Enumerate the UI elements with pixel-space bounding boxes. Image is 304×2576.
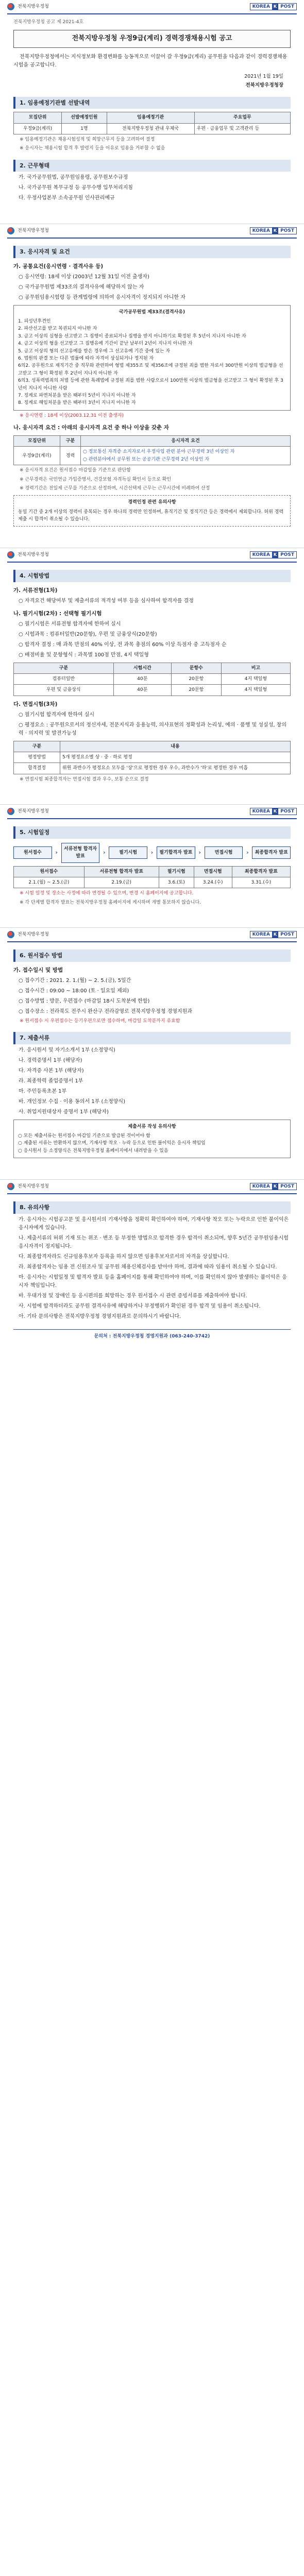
table-row <box>14 447 291 465</box>
box-item: ○ 모든 제출서류는 원서접수 마감일 기준으로 발급된 것이어야 함 <box>18 1133 150 1139</box>
org-logo <box>7 931 49 938</box>
list-item: ○ 접수방법 : 방문, 우편접수 (마감일 18시 도착분에 한함) <box>19 998 150 1004</box>
page-divider <box>0 215 304 224</box>
list-item: ○ 필기시험 합격자에 한하여 실시 <box>19 711 95 718</box>
subsection-title: 가. 접수일시 및 방법 <box>13 967 63 973</box>
table-cell: 위원 과반수가 평정요소 모두를 '상'으로 평정한 경우 우수, 과반수가 '하'로 평정한 경우 미흡 <box>60 763 291 774</box>
org-name-small: 전북지방우정청 <box>18 228 49 234</box>
box-item: 2. 파산선고를 받고 복권되지 아니한 자 <box>18 326 97 332</box>
timeline-step: 원서접수 <box>13 846 52 859</box>
header-divider <box>7 562 297 563</box>
brand-k: K <box>272 931 278 938</box>
list-item: ○ 응시연령: 18세 이상 (2003년 12월 31일 이전 출생자) <box>19 274 149 280</box>
subsection-title: 나. 응시자격 요건 : 아래의 응시자격 요건 중 하나 이상을 갖춘 자 <box>13 425 169 431</box>
arrow-right-icon: › <box>150 849 154 856</box>
subsection-title: 나. 필기시험(2차) : 선택형 필기시험 <box>13 610 102 617</box>
col-header: 임용예정기관 <box>107 112 194 123</box>
note-text: ※ 시험 일정 및 장소는 사정에 따라 변경될 수 있으며, 변경 시 홈페이지에 공고합니다. <box>20 891 194 896</box>
post-logo-icon <box>7 1183 14 1190</box>
note-text: ※ 원서접수 시 우편접수는 등기우편으로만 접수하며, 마감일 도착분까지 유효함 <box>20 1018 180 1024</box>
table-cell: 4지 택일형 <box>221 674 290 685</box>
list-item: 가. 응시원서 및 자기소개서 1부 (소정양식) <box>19 1047 115 1053</box>
contact-footer: 문의처 : 전북지방우정청 경영지원과 (063-240-3742) <box>13 1329 291 1340</box>
box-item: 6의3. 성폭력범죄의 처벌 등에 관한 특례법에 규정된 죄를 범한 사람으로서 100만원 이상의 벌금형을 선고받고 그 형이 확정된 후 3년이 지나지 아니한 사람 <box>18 378 283 391</box>
note-text: ※ 각 단계별 합격자 발표는 전북지방우정청 홈페이지에 게시하며 개별 통보하지 않습니다. <box>20 900 201 905</box>
brand-tail: POST <box>280 809 294 815</box>
page-header <box>0 0 304 13</box>
section-recruitment <box>13 97 291 152</box>
org-logo <box>7 551 49 558</box>
table-cell: 40분 <box>113 674 171 685</box>
announcement-date: 2021년 1월 19일 <box>244 74 283 80</box>
interview-table <box>13 741 291 774</box>
brand-tail: POST <box>280 228 294 234</box>
schedule-timeline <box>13 843 291 863</box>
brand-k: K <box>272 1183 278 1190</box>
brand-text: KOREA <box>252 228 270 234</box>
org-logo <box>7 1183 49 1190</box>
table-cell: 5개 평정요소별 상 · 중 · 하로 평정 <box>60 752 291 763</box>
col-header: 선발예정인원 <box>62 112 107 123</box>
box-title: 국가공무원법 제33조(결격사유) <box>119 309 185 315</box>
post-logo-icon <box>7 3 14 10</box>
schedule-table <box>13 866 291 889</box>
list-item: 라. 최종학력 졸업증명서 1부 <box>19 1078 83 1084</box>
brand-k: K <box>272 4 278 10</box>
table-cell: 20문항 <box>171 685 221 696</box>
col-header: 내용 <box>60 741 291 752</box>
org-name-small: 전북지방우정청 <box>18 1183 49 1189</box>
table-cell: 3.24.(수) <box>194 877 232 888</box>
header-divider <box>7 818 297 819</box>
col-header: 필기시험 <box>159 866 194 877</box>
korea-post-logo <box>250 227 297 234</box>
table-cell: 합격결정 <box>14 763 60 774</box>
brand-tail: POST <box>280 552 294 558</box>
page-header <box>0 224 304 238</box>
table-row <box>14 877 291 888</box>
list-item: ○ 시험과목 : 컴퓨터일반(20문항), 우편 및 금융상식(20문항) <box>19 631 157 637</box>
section-title: 1. 임용예정기관별 선발내역 <box>13 97 291 109</box>
section-schedule <box>13 826 291 906</box>
col-header: 문항수 <box>171 663 221 673</box>
subsection-title: 다. 면접시험(3차) <box>13 701 58 707</box>
table-row <box>14 752 291 763</box>
section-precautions <box>13 1201 291 1321</box>
note-text: ※ 경력기간은 전일제 근무를 기준으로 산정하며, 시간선택제 근무는 근무시간에 비례하여 산정 <box>20 485 210 491</box>
brand-k: K <box>272 808 278 815</box>
brand-tail: POST <box>280 1183 294 1189</box>
arrow-right-icon: › <box>55 849 58 856</box>
note-text: ※ 면접시험 최종합격자는 면접시험 결과 우수, 보통 순으로 결정 <box>20 776 149 782</box>
brand-k: K <box>272 552 278 558</box>
section-title: 4. 시험방법 <box>13 570 291 582</box>
table-cell: 2.1.(월) ~ 2.5.(금) <box>14 877 85 888</box>
korea-post-logo <box>250 551 297 558</box>
note-text: ※ 임용예정기관은 채용시험성적 및 희망근무지 등을 고려하여 결정 <box>20 137 155 142</box>
col-header: 면접시험 <box>194 866 232 877</box>
eligibility-table <box>13 435 291 465</box>
col-header: 모집단위 <box>14 435 60 446</box>
disqualification-box <box>13 305 291 411</box>
org-name-small: 전북지방우정청 <box>18 4 49 9</box>
note-text: ※ 응시자격 요건은 원서접수 마감일을 기준으로 판단함 <box>20 468 131 473</box>
table-cell: 20문항 <box>171 674 221 685</box>
document-number: 전북지방우정청 공고 제 2021-4호 <box>13 20 84 25</box>
timeline-step: 서류전형 합격자 발표 <box>61 843 100 863</box>
page-header <box>0 548 304 562</box>
section-title: 7. 제출서류 <box>13 1032 291 1044</box>
career-notice-box <box>13 495 291 527</box>
table-cell: 우정9급(계리) <box>14 447 60 465</box>
document-title: 전북지방우정청 우정9급(계리) 경력경쟁채용시험 공고 <box>13 30 291 48</box>
list-item: 마. 응시자는 시험일정 및 합격자 발표 등을 홈페이지를 통해 확인하여야 하며, 이를 확인하지 않아 발생하는 불이익은 응시자 책임입니다. <box>19 1274 287 1289</box>
list-item: 바. 우대가점 및 장애인 등 응시편의를 희망하는 경우 원서접수 시 관련 증빙서류를 제출하여야 합니다. <box>19 1293 247 1299</box>
list-item: 나. 제출서류의 허위 기재 또는 위조 · 변조 등 부정한 방법으로 합격한 경우 합격이 취소되며, 향후 5년간 공무원임용시험 응시자격이 정지됩니다. <box>19 1235 289 1249</box>
col-header: 응시자격 요건 <box>81 435 291 446</box>
col-header: 서류전형 합격자 발표 <box>84 866 159 877</box>
box-item: 7. 징계로 파면처분을 받은 때부터 5년이 지나지 아니한 자 <box>18 393 136 398</box>
page-divider <box>0 795 304 805</box>
brand-text: KOREA <box>252 809 270 815</box>
table-cell: 1명 <box>62 123 107 134</box>
note-text: ※ 응시자는 채용시험 합격 후 발령지 등을 이유로 임용을 거부할 수 없음 <box>20 146 165 151</box>
table-cell: 전북지방우정청 관내 우체국 <box>107 123 194 134</box>
list-item: 라. 최종합격자는 임용 전 신원조사 및 공무원 채용신체검사를 받아야 하며, 결과에 따라 임용이 취소될 수 있습니다. <box>19 1264 277 1270</box>
box-item: 4. 금고 이상의 형을 선고받고 그 집행유예 기간이 끝난 날부터 2년이 지나지 아니한 자 <box>18 341 193 347</box>
col-header: 최종합격자 발표 <box>232 866 290 877</box>
box-item: ○ 제출된 서류는 반환하지 않으며, 기재사항 착오 · 누락 등으로 인한 불이익은 응시자 책임임 <box>18 1141 206 1146</box>
arrow-right-icon: › <box>246 849 249 856</box>
page-header <box>0 1180 304 1193</box>
list-item: 나. 경력증명서 1부 (해당자) <box>19 1057 82 1063</box>
timeline-step: 필기합격자 발표 <box>157 846 195 859</box>
header-divider <box>7 1193 297 1194</box>
table-cell: 3.31.(수) <box>232 877 290 888</box>
korea-post-logo <box>250 3 297 10</box>
post-logo-icon <box>7 808 14 815</box>
subsection-title: 가. 공통요건(응시연령 · 결격사유 등) <box>13 263 104 269</box>
col-header: 모집단위 <box>14 112 62 123</box>
brand-tail: POST <box>280 931 294 937</box>
brand-text: KOREA <box>252 1183 270 1189</box>
col-header: 시험시간 <box>113 663 171 673</box>
section-documents <box>13 1032 291 1158</box>
arrow-right-icon: › <box>103 849 106 856</box>
brand-text: KOREA <box>252 931 270 937</box>
list-item: 마. 주민등록초본 1부 <box>19 1088 67 1094</box>
korea-post-logo <box>250 931 297 938</box>
section-exam-method <box>13 570 291 783</box>
age-note: ※ 응시연령 : 18세 이상(2003.12.31 이전 출생자) <box>20 413 124 418</box>
table-cell: ○ 정보통신 자격증 소지자로서 우정사업 관련 분야 근무경력 3년 이상인 자 ○ 관련분야에서 공무원 또는 공공기관 근무경력 2년 이상인 자 <box>81 447 291 465</box>
list-item: 다. 우정사업본부 소속공무원 인사관리예규 <box>19 195 115 201</box>
org-name-small: 전북지방우정청 <box>18 552 49 558</box>
brand-k: K <box>272 228 278 234</box>
timeline-step: 면접시험 <box>205 846 243 859</box>
list-item: 나. 국가공무원 복무규정 등 공무수행 입무처리지침 <box>19 185 133 191</box>
col-header: 비고 <box>221 663 290 673</box>
box-item: 8. 징계로 해임처분을 받은 때부터 3년이 지나지 아니한 자 <box>18 400 136 406</box>
list-item: ○ 접수장소 : 전라북도 전주시 완산구 전라감영로 전북지방우정청 경영지원과 <box>19 1008 192 1014</box>
list-item: 다. 최종합격자라도 신규임용후보자 등록을 하지 않으면 임용후보자로서의 자격을 상실합니다. <box>19 1253 229 1260</box>
box-text: 동일 기간 중 2개 이상의 경력이 중복되는 경우 하나의 경력만 인정하며, 휴직기간 및 정직기간 등은 경력에서 제외합니다. 허위 경력 제출 시 합격이 취소될 수 있습니다. <box>18 509 284 522</box>
recruitment-table <box>13 112 291 134</box>
box-title: 경력인정 관련 유의사항 <box>128 500 176 505</box>
page-header <box>0 805 304 818</box>
org-name-small: 전북지방우정청 <box>18 931 49 937</box>
list-item: ○ 필기시험은 서류전형 합격자에 한하여 실시 <box>19 621 121 627</box>
section-title: 5. 시험일정 <box>13 826 291 839</box>
col-header: 구분 <box>60 435 81 446</box>
table-cell: 4지 택일형 <box>221 685 290 696</box>
timeline-step: 최종합격자 발표 <box>252 846 291 859</box>
table-row <box>14 123 291 134</box>
org-logo <box>7 227 49 234</box>
table-cell: 우편 및 금융상식 <box>14 685 114 696</box>
org-logo <box>7 808 49 815</box>
section-title: 3. 응시자격 및 요건 <box>13 246 291 258</box>
list-item: ○ 접수기간 : 2021. 2. 1.(월) ~ 2. 5.(금), 5일간 <box>19 977 131 984</box>
col-header: 구분 <box>14 663 114 673</box>
box-item: 5. 금고 이상의 형의 선고유예를 받은 경우에 그 선고유예 기간 중에 있는 자 <box>18 348 171 354</box>
org-name-small: 전북지방우정청 <box>18 809 49 814</box>
list-item: 가. 응시자는 시험공고문 및 응시원서의 기재사항을 정확히 확인하여야 하며, 기재사항 착오 또는 누락으로 인한 불이익은 응시자에게 있습니다. <box>19 1216 289 1231</box>
list-item: ○ 합격자 결정 : 매 과목 만점의 40% 이상, 전 과목 총점의 60% 이상 득점자 중 고득점자 순 <box>19 641 227 648</box>
table-row <box>14 763 291 774</box>
table-cell: 40분 <box>113 685 171 696</box>
header-divider <box>7 941 297 942</box>
table-cell: 우편 · 금융업무 및 고객관리 등 <box>194 123 290 134</box>
post-logo-icon <box>7 227 14 234</box>
page-header <box>0 928 304 941</box>
box-item: 3. 금고 이상의 실형을 선고받고 그 집행이 종료되거나 집행을 받지 아니하기로 확정된 후 5년이 지나지 아니한 자 <box>18 333 246 339</box>
note-text: ※ 근무경력은 국민연금 가입증명서, 건강보험 자격득실 확인서 등으로 확인 <box>20 477 172 482</box>
post-logo-icon <box>7 551 14 558</box>
list-item: 다. 자격증 사본 1부 (해당자) <box>19 1067 84 1074</box>
intro-paragraph: 전북지방우정청에서는 지식정보화 환경변화를 능동적으로 이끌어 갈 우정9급(계리) 공무원을 다음과 같이 경력경쟁채용 시험을 공고합니다. <box>13 54 288 69</box>
table-cell: 경력 <box>60 447 81 465</box>
list-item: ○ 자격요건 해당여부 및 제출서류의 적격성 여부 등을 심사하여 합격자를 결정 <box>19 598 194 604</box>
table-cell: 3.6.(토) <box>159 877 194 888</box>
written-exam-table <box>13 663 291 696</box>
list-item: ○ 평정요소 : 공무원으로서의 정신자세, 전문지식과 응용능력, 의사표현의 정확성과 논리성, 예의 · 품행 및 성실성, 창의력 · 의지력 및 발전가능성 <box>19 722 287 736</box>
timeline-step: 필기시험 <box>109 846 147 859</box>
page-divider <box>0 1171 304 1180</box>
list-item: 사. 시험에 합격하더라도 공무원 결격사유에 해당하거나 부정행위가 확인된 경우 합격 및 임용이 취소됩니다. <box>19 1303 261 1309</box>
box-item: 6의2. 공무원으로 재직기간 중 직무와 관련하여 형법 제355조 및 제356조에 규정된 죄를 범한 자로서 300만원 이상의 벌금형을 선고받고 그 형이 확정된 후 2년이 지나지 아니한 자 <box>18 363 283 376</box>
org-logo <box>7 3 49 10</box>
list-item: ○ 국가공무원법 제33조의 결격사유에 해당하지 않는 자 <box>19 284 144 290</box>
table-cell: 평정방법 <box>14 752 60 763</box>
brand-text: KOREA <box>252 552 270 558</box>
table-cell: 우정9급(계리) <box>14 123 62 134</box>
subsection-title: 가. 서류전형(1차) <box>13 587 58 594</box>
table-cell: 2.19.(금) <box>84 877 159 888</box>
list-item: ○ 공무원임용시험령 등 관계법령에 의하여 응시자격이 정지되지 아니한 자 <box>19 294 185 300</box>
section-eligibility <box>13 246 291 527</box>
section-work-type <box>13 160 291 203</box>
issuing-org: 전북지방우정청장 <box>245 82 283 89</box>
list-item: 가. 국가공무원법, 공무원임용령, 공무원보수규정 <box>19 175 128 181</box>
arrow-right-icon: › <box>198 849 201 856</box>
box-item: 6. 법원의 판결 또는 다른 법률에 따라 자격이 상실되거나 정지된 자 <box>18 356 154 362</box>
section-title: 6. 원서접수 방법 <box>13 950 291 962</box>
page-divider <box>0 539 304 548</box>
col-header: 주요업무 <box>194 112 290 123</box>
list-item: ○ 접수시간 : 09:00 ~ 18:00 (토 · 일요일 제외) <box>19 988 129 994</box>
korea-post-logo <box>250 808 297 815</box>
brand-tail: POST <box>280 4 294 9</box>
table-cell: 컴퓨터일반 <box>14 674 114 685</box>
list-item: ○ 배점비율 및 문항형식 : 과목별 100점 만점, 4지 택일형 <box>19 652 149 658</box>
box-title: 제출서류 작성 유의사항 <box>128 1124 176 1129</box>
list-item: 아. 기타 문의사항은 전북지방우정청 경영지원과로 문의하시기 바랍니다. <box>19 1313 181 1319</box>
table-row <box>14 685 291 696</box>
brand-text: KOREA <box>252 4 270 9</box>
col-header: 구분 <box>14 741 60 752</box>
section-title: 8. 유의사항 <box>13 1201 291 1214</box>
box-item: 1. 피성년후견인 <box>18 319 51 325</box>
list-item: 사. 취업지원대상자 증명서 1부 (해당자) <box>19 1109 109 1115</box>
post-logo-icon <box>7 931 14 938</box>
document-notice-box <box>13 1120 291 1159</box>
col-header: 원서접수 <box>14 866 85 877</box>
page-divider <box>0 919 304 928</box>
list-item: 바. 개인정보 수집 · 이용 동의서 1부 (소정양식) <box>19 1098 125 1105</box>
section-application <box>13 950 291 1025</box>
section-title: 2. 근무형태 <box>13 160 291 172</box>
box-item: ○ 응시원서 등 소정양식은 전북지방우정청 홈페이지에서 내려받을 수 있음 <box>18 1148 168 1154</box>
header-divider <box>7 238 297 239</box>
table-row <box>14 674 291 685</box>
korea-post-logo <box>250 1183 297 1190</box>
